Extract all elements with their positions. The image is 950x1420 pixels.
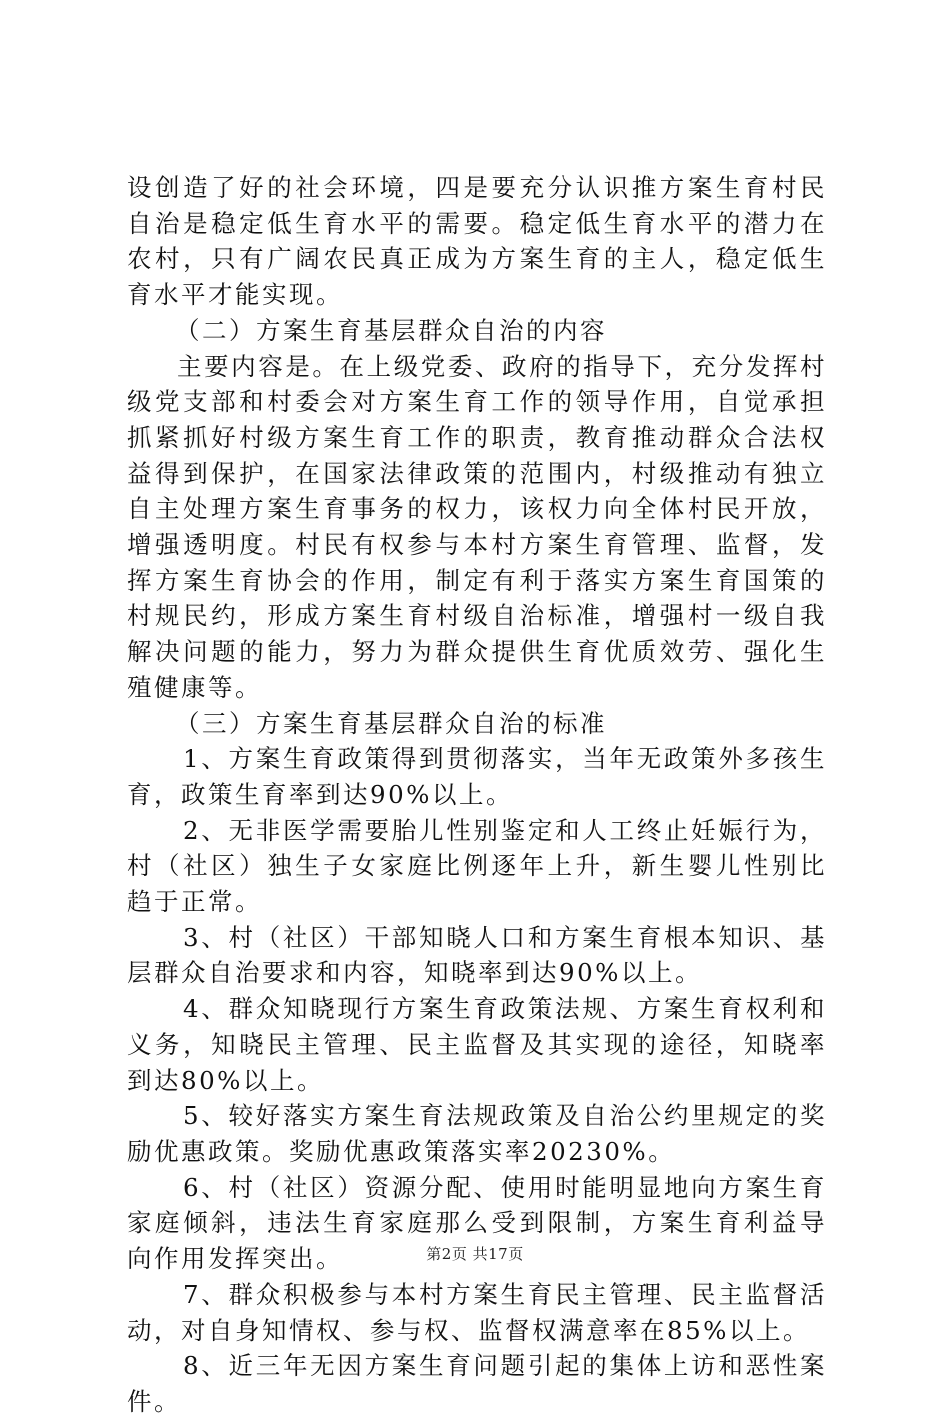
paragraph-main-content: 主要内容是。在上级党委、政府的指导下，充分发挥村级党支部和村委会对方案生育工作的领导作用，自觉承担抓紧抓好村级方案生育工作的职责，教育推动群众合法权益得到保护，在国家法律政策的范围内，村级推动有独立自主处理方案生育事务的权力，该权力向全体村民开放，增强透明度。村民有权参与本村方案生育管理、监督，发挥方案生育协会的作用，制定有利于落实方案生育国策的村规民约，形成方案生育村级自治标准，增强村一级自我解决问题的能力，努力为群众提供生育优质效劳、强化生殖健康等。 [127, 351, 827, 702]
paragraph-continuation: 设创造了好的社会环境，四是要充分认识推方案生育村民自治是稳定低生育水平的需要。稳定低生育水平的潜力在农村，只有广阔农民真正成为方案生育的主人，稳定低生育水平才能实现。 [127, 173, 827, 310]
list-item-7: 7、群众积极参与本村方案生育民主管理、民主监督活动，对自身知情权、参与权、监督权满意率在85%以上。 [127, 1279, 827, 1345]
page-number: 第2页 [426, 1245, 468, 1263]
page-total: 共17页 [472, 1245, 524, 1263]
list-item-6: 6、村（社区）资源分配、使用时能明显地向方案生育家庭倾斜，违法生育家庭那么受到限制，方案生育利益导向作用发挥突出。 [127, 1172, 827, 1274]
section-heading-standards: （三）方案生育基层群众自治的标准 [175, 708, 607, 738]
list-item-8: 8、近三年无因方案生育问题引起的集体上访和恶性案件。 [127, 1351, 827, 1416]
list-item-2: 2、无非医学需要胎儿性别鉴定和人工终止妊娠行为，村（社区）独生子女家庭比例逐年上升，新生婴儿性别比趋于正常。 [127, 815, 827, 917]
section-heading-content: （二）方案生育基层群众自治的内容 [175, 315, 607, 345]
list-item-4: 4、群众知晓现行方案生育政策法规、方案生育权利和义务，知晓民主管理、民主监督及其实现的途径，知晓率到达80%以上。 [127, 994, 827, 1095]
document-body [127, 170, 827, 1420]
list-item-1: 1、方案生育政策得到贯彻落实，当年无政策外多孩生育，政策生育率到达90%以上。 [127, 744, 827, 809]
list-item-3: 3、村（社区）干部知晓人口和方案生育根本知识、基层群众自治要求和内容，知晓率到达90%以上。 [127, 922, 827, 988]
list-item-5: 5、较好落实方案生育法规政策及自治公约里规定的奖励优惠政策。奖励优惠政策落实率20230%。 [127, 1101, 827, 1166]
page-footer [0, 1243, 950, 1264]
